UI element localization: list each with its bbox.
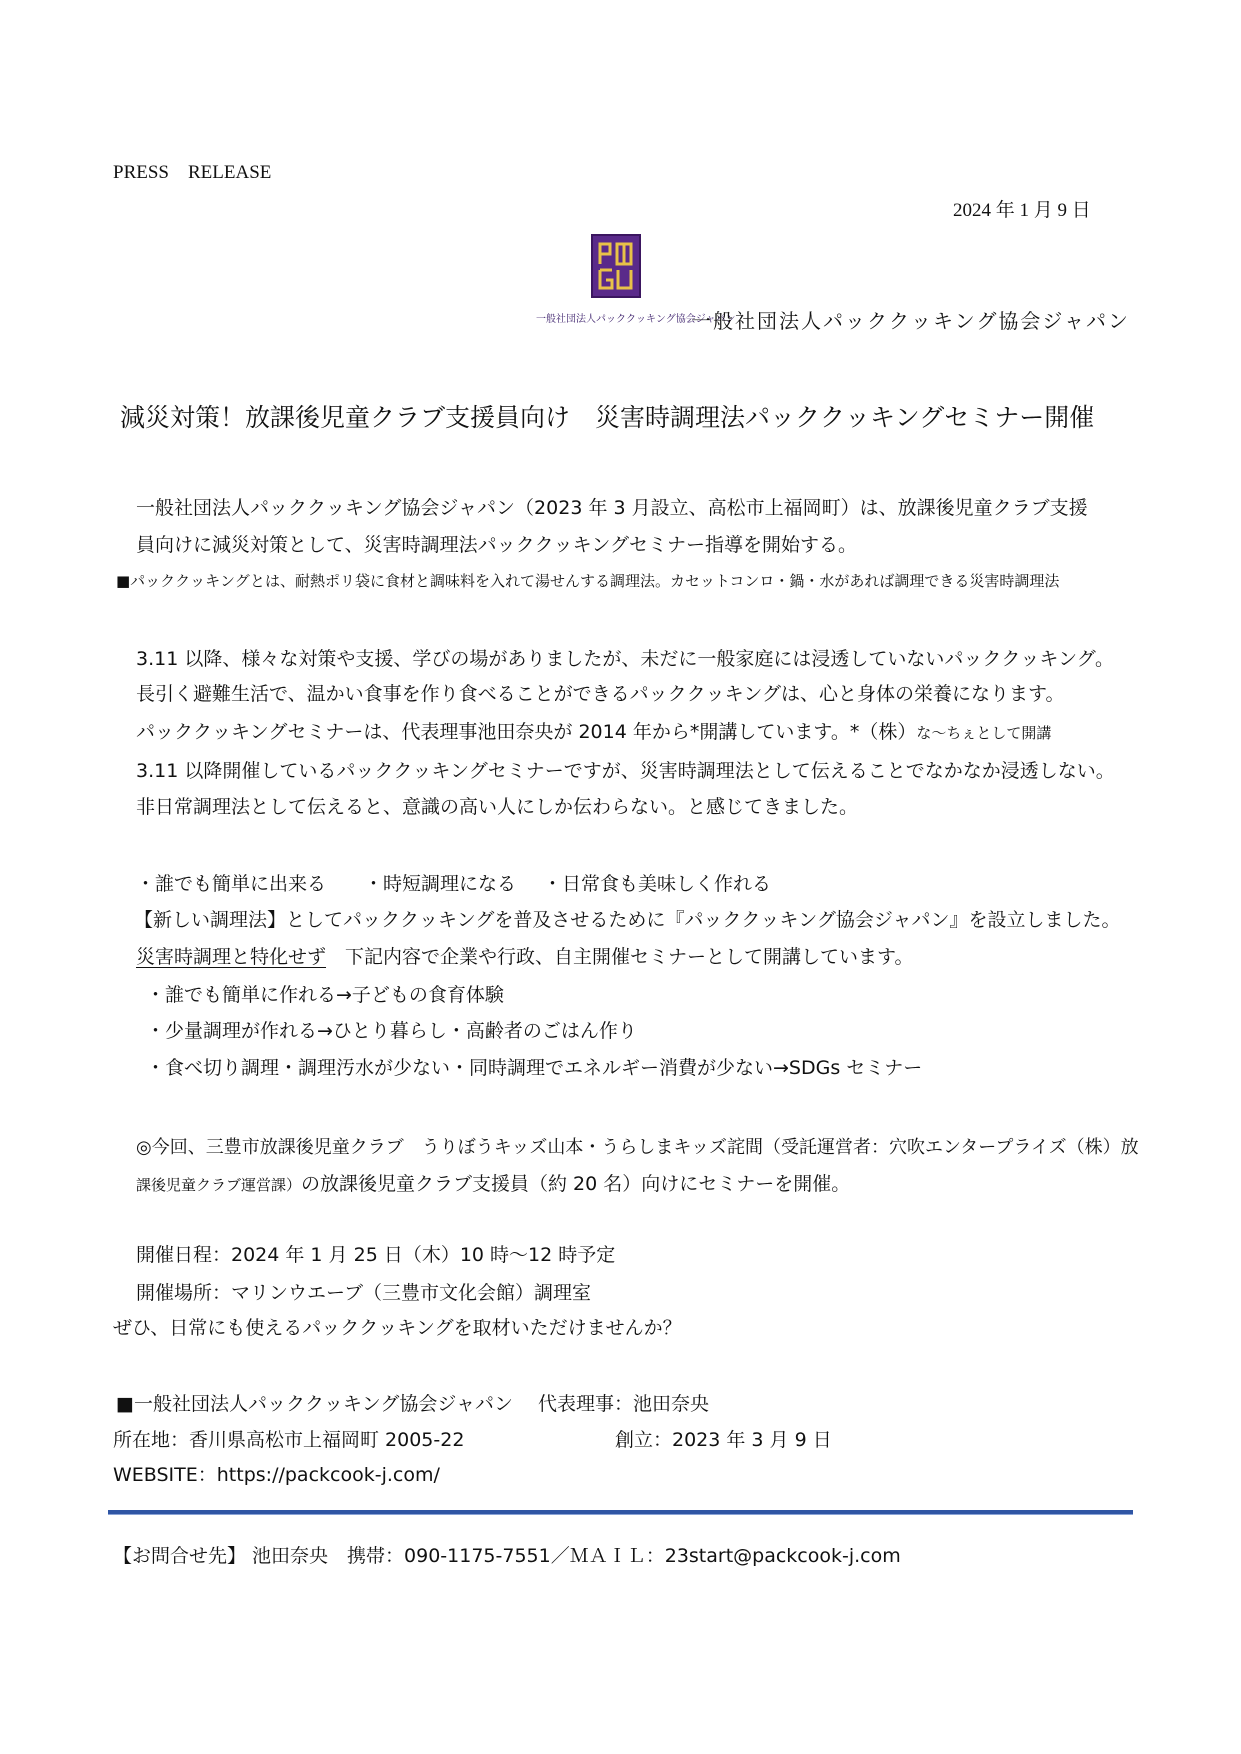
coverage-request: ぜひ、日常にも使えるパッククッキングを取材いただけませんか？ bbox=[113, 1317, 682, 1339]
footer-organization: ■一般社団法人パッククッキング協会ジャパン 代表理事：池田奈央 bbox=[116, 1393, 710, 1415]
use-case-2: ・少量調理が作れる→ひとり暮らし・高齢者のごはん作り bbox=[146, 1020, 637, 1042]
logo-caption: 一般社団法人パッククッキング協会ジャパン bbox=[536, 314, 736, 325]
footer-address: 所在地：香川県高松市上福岡町 2005-22 bbox=[113, 1429, 465, 1451]
press-release-label: PRESS RELEASE bbox=[113, 162, 272, 183]
contact-line: 【お問合せ先】 池田奈央 携帯：090-1175-7551／ＭＡＩＬ：23start@packcook-j.com bbox=[113, 1545, 901, 1567]
body-line-3 bbox=[136, 717, 1051, 744]
feature-3: ・日常食も美味しく作れる bbox=[543, 873, 772, 895]
intro-line-2: 員向けに減災対策として、災害時調理法パッククッキングセミナー指導を開始する。 bbox=[136, 534, 858, 556]
specialize-underlined: 災害時調理と特化せず bbox=[136, 946, 327, 968]
release-date: 2024 年 1 月 9 日 bbox=[953, 200, 1091, 221]
use-case-1: ・誰でも簡単に作れる→子どもの食育体験 bbox=[146, 984, 504, 1006]
event-line-2-rest: の放課後児童クラブ支援員（約 20 名）向けにセミナーを開催。 bbox=[301, 1173, 851, 1195]
event-line-2-small: 課後児童クラブ運営課） bbox=[136, 1176, 302, 1194]
intro-line-1: 一般社団法人パッククッキング協会ジャパン（2023 年 3 月設立、高松市上福岡町）は、放課後児童クラブ支援 bbox=[136, 497, 1088, 519]
body-line-2: 長引く避難生活で、温かい食事を作り食べることができるパッククッキングは、心と身体の栄養になります。 bbox=[136, 683, 1065, 705]
body-line-3-main: パッククッキングセミナーは、代表理事池田奈央が 2014 年から*開講しています。*（株） bbox=[136, 721, 917, 743]
press-title: 減災対策！放課後児童クラブ支援員向け 災害時調理法パッククッキングセミナー開催 bbox=[120, 403, 1095, 432]
event-line-2 bbox=[136, 1169, 850, 1196]
organization-name: 一般社団法人パッククッキング協会ジャパン bbox=[691, 311, 1130, 333]
feature-1: ・誰でも簡単に出来る bbox=[136, 873, 327, 895]
specialize-line bbox=[136, 942, 914, 969]
new-method-line: 【新しい調理法】としてパッククッキングを普及させるために『パッククッキング協会ジャパン』を設立しました。 bbox=[134, 909, 1121, 931]
feature-2: ・時短調理になる bbox=[364, 873, 517, 895]
logo-mark bbox=[591, 234, 641, 298]
footer-founded: 創立：2023 年 3 月 9 日 bbox=[615, 1429, 832, 1451]
footer-divider bbox=[108, 1510, 1133, 1515]
pack-cooking-note: ■パッククッキングとは、耐熱ポリ袋に食材と調味料を入れて湯せんする調理法。カセットコンロ・鍋・水があれば調理できる災害時調理法 bbox=[116, 572, 1060, 590]
body-line-1: 3.11 以降、様々な対策や支援、学びの場がありましたが、未だに一般家庭には浸透していないパッククッキング。 bbox=[136, 648, 1115, 670]
body-line-3-small: な～ちぇとして開講 bbox=[916, 724, 1052, 742]
event-line-1: ◎今回、三豊市放課後児童クラブ うりぼうキッズ山本・うらしまキッズ詫間（受託運営者：穴吹エンタープライズ（株）放 bbox=[136, 1137, 1139, 1158]
specialize-rest: 下記内容で企業や行政、自主開催セミナーとして開講しています。 bbox=[345, 946, 914, 968]
event-schedule: 開催日程：2024 年 1 月 25 日（木）10 時～12 時予定 bbox=[136, 1244, 616, 1266]
use-case-3: ・食べ切り調理・調理汚水が少ない・同時調理でエネルギー消費が少ない→SDGs セミナー bbox=[146, 1057, 923, 1079]
logo-icon bbox=[593, 236, 639, 296]
body-line-4: 3.11 以降開催しているパッククッキングセミナーですが、災害時調理法として伝えることでなかなか浸透しない。 bbox=[136, 760, 1115, 782]
body-line-5: 非日常調理法として伝えると、意識の高い人にしか伝わらない。と感じてきました。 bbox=[136, 796, 859, 818]
footer-website: WEBSITE：https://packcook-j.com/ bbox=[113, 1464, 440, 1486]
event-venue: 開催場所：マリンウエーブ（三豊市文化会館）調理室 bbox=[136, 1282, 592, 1304]
